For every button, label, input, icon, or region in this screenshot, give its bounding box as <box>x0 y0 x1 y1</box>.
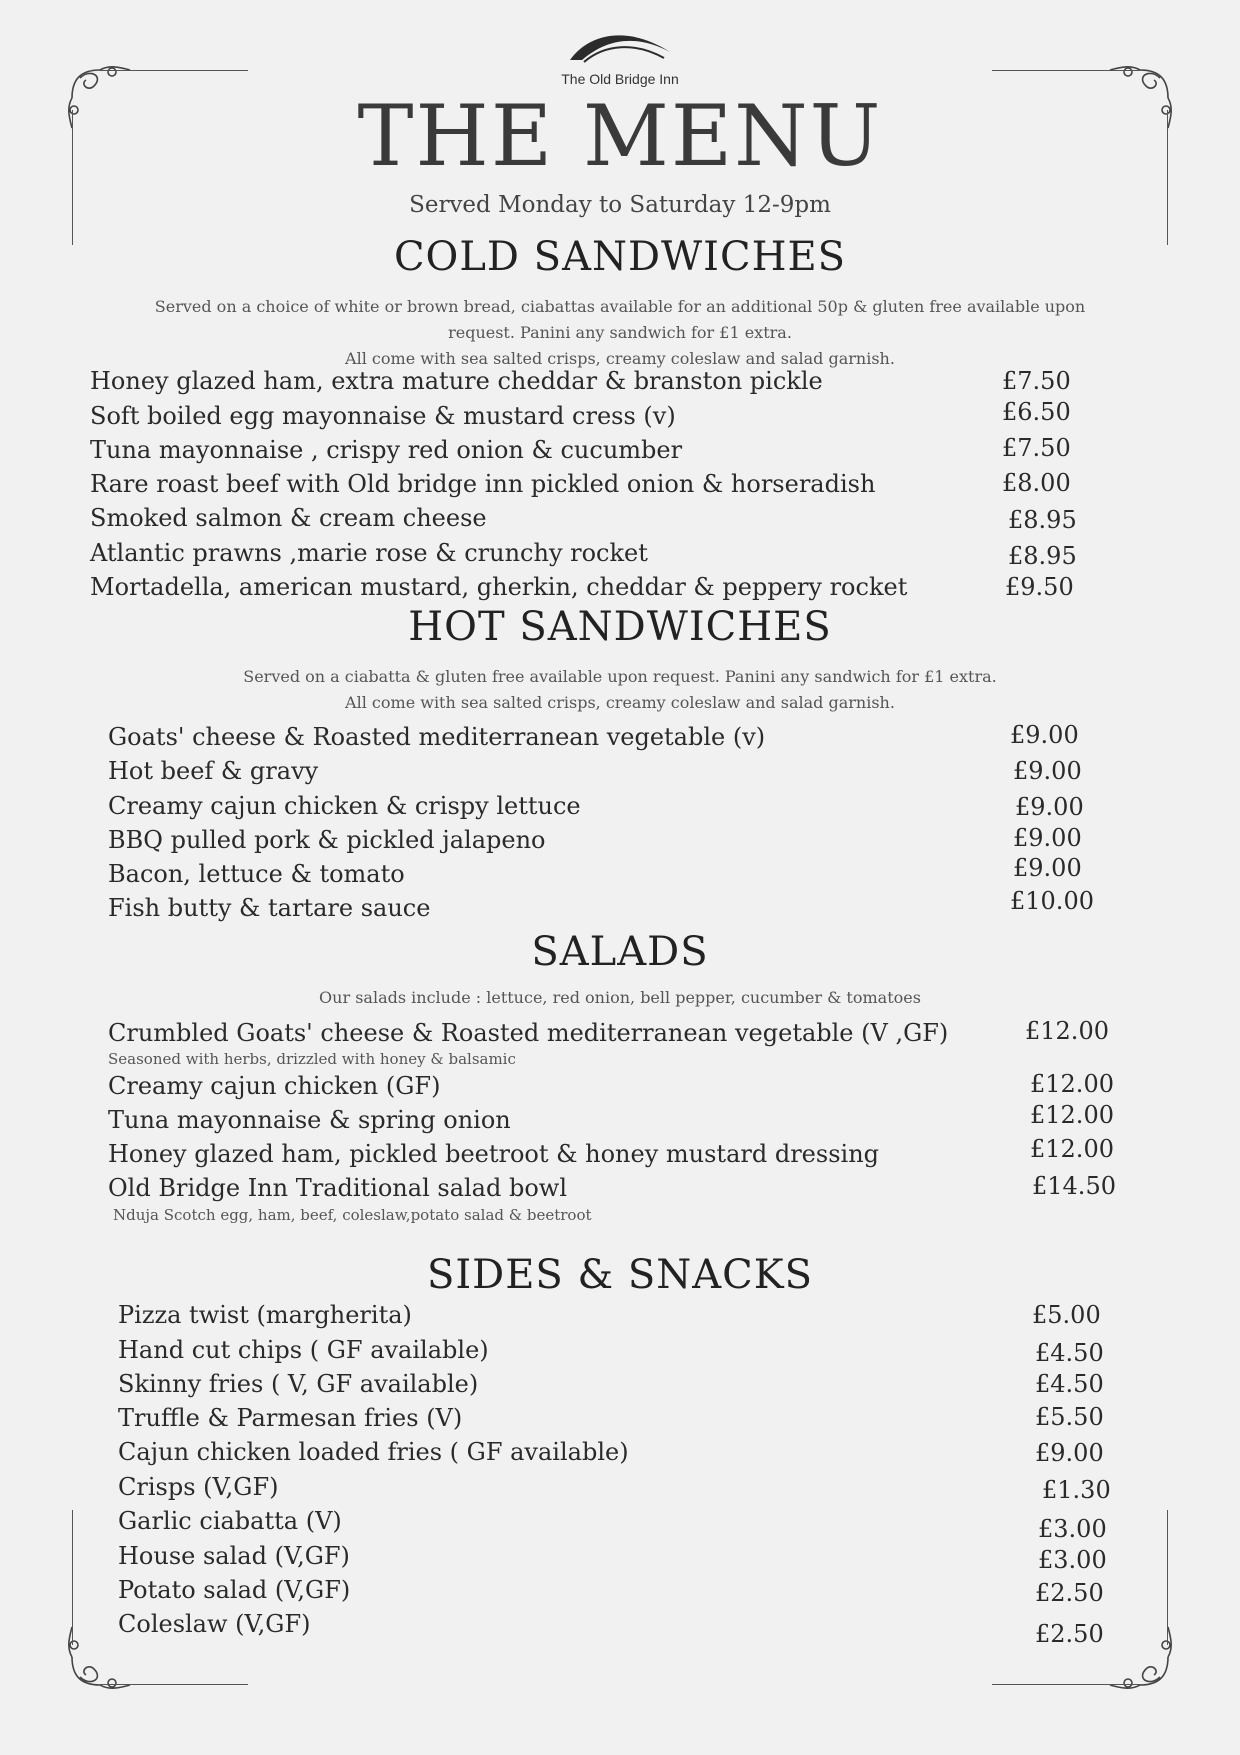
menu-item-name: Goats' cheese & Roasted mediterranean vegetable (v) <box>108 723 766 751</box>
section-title-sides-snacks: SIDES & SNACKS <box>426 1252 814 1298</box>
menu-item-name: Fish butty & tartare sauce <box>108 894 431 922</box>
menu-item-price: £5.50 <box>1035 1403 1104 1431</box>
section-title-cold-sandwiches: COLD SANDWICHES <box>393 234 847 280</box>
menu-item-price: £8.95 <box>1008 542 1077 570</box>
menu-item-name: Mortadella, american mustard, gherkin, cheddar & peppery rocket <box>90 573 908 601</box>
menu-item-price: £6.50 <box>1002 398 1071 426</box>
menu-item-name: Creamy cajun chicken & crispy lettuce <box>108 792 581 820</box>
menu-item-price: £10.00 <box>1010 887 1094 915</box>
menu-item-name: House salad (V,GF) <box>118 1542 350 1570</box>
menu-item-name: Hot beef & gravy <box>108 757 319 785</box>
border-line <box>1167 1510 1168 1645</box>
menu-item-name: Hand cut chips ( GF available) <box>118 1336 489 1364</box>
brushstroke-logo-icon <box>560 22 680 72</box>
menu-item-description: Nduja Scotch egg, ham, beef, coleslaw,potato salad & beetroot <box>113 1206 592 1224</box>
menu-item-price: £12.00 <box>1025 1017 1109 1045</box>
menu-item-price: £8.95 <box>1008 506 1077 534</box>
section-note: All come with sea salted crisps, creamy coleslaw and salad garnish. <box>345 693 895 712</box>
menu-item-name: Tuna mayonnaise , crispy red onion & cucumber <box>90 436 683 464</box>
menu-item-price: £9.00 <box>1013 757 1082 785</box>
inn-name: The Old Bridge Inn <box>561 71 679 87</box>
page-title: THE MENU <box>357 87 883 185</box>
menu-item-name: Rare roast beef with Old bridge inn pickled onion & horseradish <box>90 470 876 498</box>
menu-item-price: £5.00 <box>1032 1301 1101 1329</box>
menu-item-name: Honey glazed ham, pickled beetroot & honey mustard dressing <box>108 1140 880 1168</box>
menu-item-name: Cajun chicken loaded fries ( GF available) <box>118 1438 629 1466</box>
menu-item-description: Seasoned with herbs, drizzled with honey & balsamic <box>108 1050 516 1068</box>
section-note: request. Panini any sandwich for £1 extra. <box>448 323 792 342</box>
menu-item-name: Crumbled Goats' cheese & Roasted mediterranean vegetable (V ,GF) <box>108 1019 949 1047</box>
menu-item-price: £3.00 <box>1038 1515 1107 1543</box>
border-line <box>992 1684 1140 1685</box>
menu-item-price: £4.50 <box>1035 1339 1104 1367</box>
menu-item-name: Honey glazed ham, extra mature cheddar & branston pickle <box>90 367 823 395</box>
menu-item-price: £12.00 <box>1030 1135 1114 1163</box>
menu-item-name: Coleslaw (V,GF) <box>118 1610 311 1638</box>
menu-item-price: £12.00 <box>1030 1101 1114 1129</box>
menu-item-name: Crisps (V,GF) <box>118 1473 279 1501</box>
menu-item-name: Skinny fries ( V, GF available) <box>118 1370 479 1398</box>
section-note: Our salads include : lettuce, red onion, bell pepper, cucumber & tomatoes <box>319 988 921 1007</box>
serving-hours: Served Monday to Saturday 12-9pm <box>409 192 831 218</box>
menu-item-price: £9.00 <box>1035 1439 1104 1467</box>
section-note: Served on a ciabatta & gluten free available upon request. Panini any sandwich for £1 extra. <box>243 667 997 686</box>
menu-item-name: Soft boiled egg mayonnaise & mustard cress (v) <box>90 402 676 430</box>
menu-item-price: £9.00 <box>1015 793 1084 821</box>
menu-item-price: £9.50 <box>1005 573 1074 601</box>
section-note: Served on a choice of white or brown bread, ciabattas available for an additional 50p & gluten free available upon <box>154 297 1086 316</box>
menu-item-price: £1.30 <box>1042 1476 1111 1504</box>
menu-item-price: £9.00 <box>1010 721 1079 749</box>
menu-item-name: Creamy cajun chicken (GF) <box>108 1072 441 1100</box>
menu-item-price: £7.50 <box>1002 434 1071 462</box>
menu-item-name: Pizza twist (margherita) <box>118 1301 412 1329</box>
menu-item-price: £3.00 <box>1038 1546 1107 1574</box>
menu-item-name: BBQ pulled pork & pickled jalapeno <box>108 826 546 854</box>
menu-item-name: Smoked salmon & cream cheese <box>90 504 487 532</box>
menu-item-price: £7.50 <box>1002 367 1071 395</box>
menu-item-price: £9.00 <box>1013 824 1082 852</box>
menu-item-name: Tuna mayonnaise & spring onion <box>108 1106 511 1134</box>
menu-item-name: Garlic ciabatta (V) <box>118 1507 342 1535</box>
section-note: All come with sea salted crisps, creamy coleslaw and salad garnish. <box>345 349 895 368</box>
menu-item-price: £2.50 <box>1035 1579 1104 1607</box>
border-line <box>72 1510 73 1645</box>
section-title-hot-sandwiches: HOT SANDWICHES <box>408 604 832 650</box>
section-title-salads: SALADS <box>531 929 709 975</box>
menu-item-price: £4.50 <box>1035 1370 1104 1398</box>
menu-item-name: Old Bridge Inn Traditional salad bowl <box>108 1174 568 1202</box>
menu-item-price: £8.00 <box>1002 469 1071 497</box>
menu-item-price: £9.00 <box>1013 854 1082 882</box>
menu-item-price: £14.50 <box>1032 1172 1116 1200</box>
menu-item-name: Bacon, lettuce & tomato <box>108 860 405 888</box>
menu-item-name: Atlantic prawns ,marie rose & crunchy rocket <box>90 539 648 567</box>
menu-item-name: Truffle & Parmesan fries (V) <box>118 1404 463 1432</box>
border-line <box>100 1684 248 1685</box>
menu-item-name: Potato salad (V,GF) <box>118 1576 351 1604</box>
menu-item-price: £2.50 <box>1035 1620 1104 1648</box>
menu-item-price: £12.00 <box>1030 1070 1114 1098</box>
